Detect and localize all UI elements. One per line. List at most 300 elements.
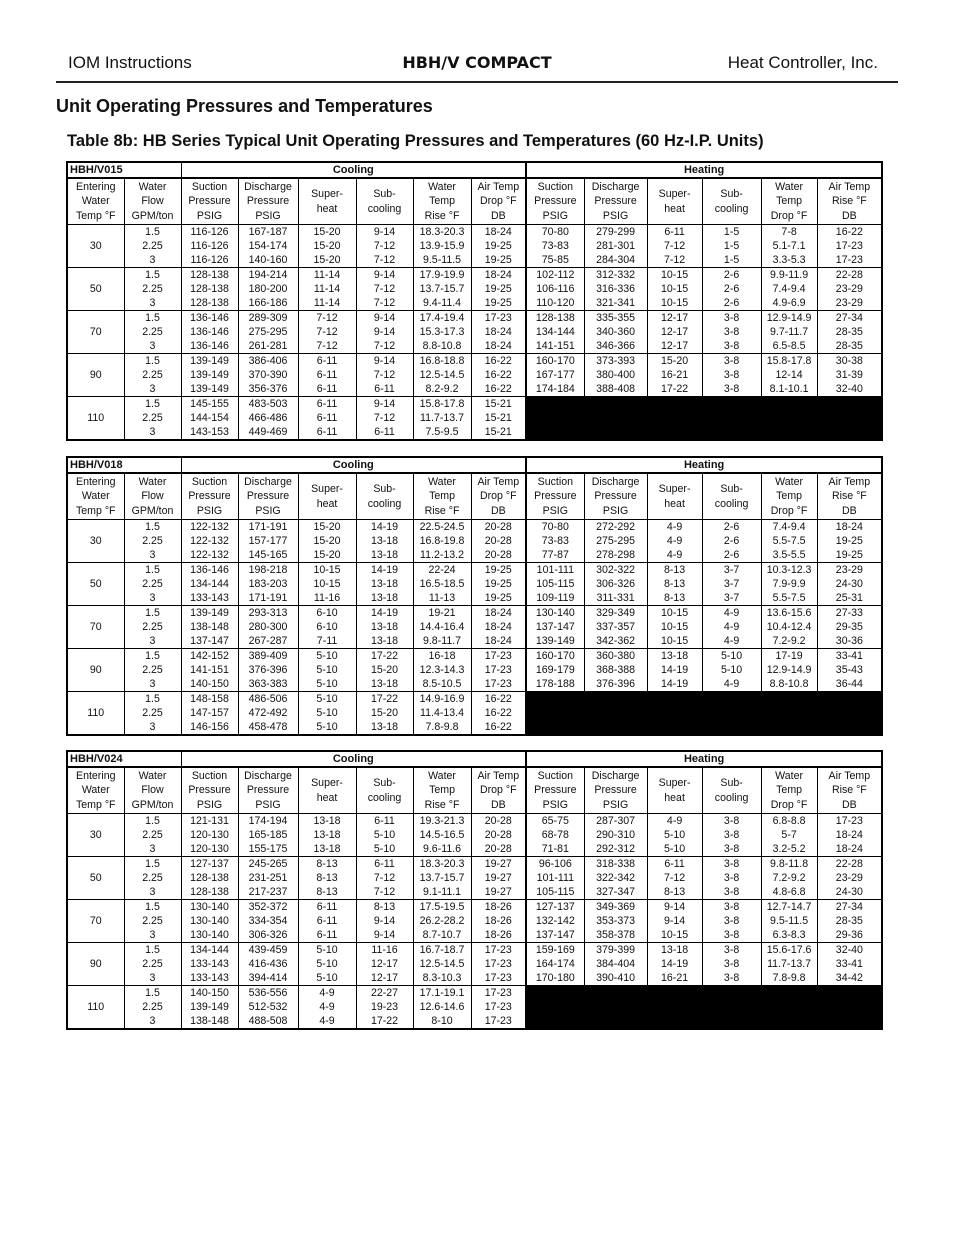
cell: 14-19 [647, 663, 702, 677]
table-row [67, 382, 882, 397]
cell: 10-15 [647, 634, 702, 649]
table-row [67, 814, 882, 829]
table-row [67, 591, 882, 606]
cell: 536-556 [238, 986, 298, 1001]
no-heating-data [526, 397, 882, 441]
cell: 388-408 [584, 382, 647, 397]
cell: 17-22 [356, 649, 413, 664]
cell: 15.3-17.3 [413, 325, 471, 339]
cell: 169-179 [526, 663, 584, 677]
cell: 33-41 [817, 649, 882, 664]
cell: 2-6 [702, 282, 761, 296]
cell: 139-149 [181, 606, 238, 621]
column-header-heat-superheat: Super- heat [647, 767, 702, 814]
cell: 171-191 [238, 591, 298, 606]
cell: 11-14 [298, 282, 356, 296]
cell: 17-23 [471, 677, 526, 692]
cell: 318-338 [584, 857, 647, 872]
cell: 13.7-15.7 [413, 871, 471, 885]
cell: 3 [124, 296, 181, 311]
cell: 1.5 [124, 354, 181, 369]
cell: 2.25 [124, 871, 181, 885]
cell: 134-144 [526, 325, 584, 339]
cell: 18-24 [471, 268, 526, 283]
cell: 167-177 [526, 368, 584, 382]
cell: 19-25 [817, 534, 882, 548]
cell: 9-14 [356, 354, 413, 369]
column-header-cool-water-rise: Water Temp Rise °F [413, 178, 471, 225]
cell: 2-6 [702, 534, 761, 548]
cell: 128-138 [181, 885, 238, 900]
cell: 5-10 [702, 663, 761, 677]
cell: 10.3-12.3 [761, 563, 817, 578]
table-row [67, 325, 882, 339]
cell: 3-8 [702, 871, 761, 885]
cell: 3 [124, 677, 181, 692]
cell: 488-508 [238, 1014, 298, 1029]
cell: 132-142 [526, 914, 584, 928]
cell: 137-147 [526, 928, 584, 943]
cell: 7-11 [298, 634, 356, 649]
page-header [56, 51, 898, 83]
column-header-flow: Water Flow GPM/ton [124, 178, 181, 225]
cell: 512-532 [238, 1000, 298, 1014]
pressure-table-2 [66, 456, 881, 736]
column-header-heat-suction: Suction Pressure PSIG [526, 473, 584, 520]
cell: 10-15 [647, 620, 702, 634]
cell: 389-409 [238, 649, 298, 664]
cell: 9.8-11.8 [761, 857, 817, 872]
cell: 3-8 [702, 885, 761, 900]
column-header-cool-superheat: Super- heat [298, 178, 356, 225]
cell: 1-5 [702, 239, 761, 253]
cell: 6-11 [298, 928, 356, 943]
cell: 34-42 [817, 971, 882, 986]
table-title-row [67, 457, 882, 473]
cell: 10-15 [298, 577, 356, 591]
cell: 18-24 [471, 606, 526, 621]
cell: 128-138 [181, 268, 238, 283]
cell: 306-326 [238, 928, 298, 943]
cell: 373-393 [584, 354, 647, 369]
cell: 4-9 [647, 548, 702, 563]
cell: 1.5 [124, 520, 181, 535]
cell: 17-22 [647, 382, 702, 397]
cell: 2.25 [124, 239, 181, 253]
column-header-cool-air-drop: Air Temp Drop °F DB [471, 473, 526, 520]
cell: 9-14 [647, 914, 702, 928]
table-row [67, 828, 882, 842]
cell: 116-126 [181, 225, 238, 240]
cell: 11-14 [298, 268, 356, 283]
cell: 122-132 [181, 534, 238, 548]
cell: 5-10 [298, 649, 356, 664]
cell: 8.2-9.2 [413, 382, 471, 397]
cell: 290-310 [584, 828, 647, 842]
cell: 292-312 [584, 842, 647, 857]
table-row [67, 842, 882, 857]
cell: 2-6 [702, 296, 761, 311]
cell: 157-177 [238, 534, 298, 548]
cell: 22-28 [817, 268, 882, 283]
cell: 137-147 [181, 634, 238, 649]
cell: 139-149 [526, 634, 584, 649]
cell: 9-14 [356, 325, 413, 339]
heating-header: Heating [526, 162, 882, 178]
cell: 136-146 [181, 563, 238, 578]
table-row [67, 225, 882, 240]
cell: 7-12 [647, 253, 702, 268]
cell: 122-132 [181, 548, 238, 563]
cell: 6-11 [356, 857, 413, 872]
cell: 3 [124, 382, 181, 397]
cell: 11.7-13.7 [413, 411, 471, 425]
cell: 5.5-7.5 [761, 534, 817, 548]
cell: 363-383 [238, 677, 298, 692]
column-header-heat-superheat: Super- heat [647, 178, 702, 225]
column-header-heat-water-drop: Water Temp Drop °F [761, 473, 817, 520]
cell: 6-11 [647, 857, 702, 872]
cell: 22-27 [356, 986, 413, 1001]
cell: 15-20 [298, 548, 356, 563]
cell: 334-354 [238, 914, 298, 928]
pressure-table-1 [66, 161, 881, 441]
column-header-heat-suction: Suction Pressure PSIG [526, 178, 584, 225]
cell: 133-143 [181, 957, 238, 971]
column-header-cool-suction: Suction Pressure PSIG [181, 178, 238, 225]
cell: 5-10 [647, 828, 702, 842]
cell: 5-10 [298, 720, 356, 735]
cell: 23-29 [817, 871, 882, 885]
cell: 18-26 [471, 900, 526, 915]
cell: 1-5 [702, 253, 761, 268]
column-header-cool-superheat: Super- heat [298, 767, 356, 814]
cell: 31-39 [817, 368, 882, 382]
cell: 329-349 [584, 606, 647, 621]
cell: 19-23 [356, 1000, 413, 1014]
cell: 134-144 [181, 577, 238, 591]
model-name: HBH/V015 [67, 162, 181, 178]
cell: 8.8-10.8 [761, 677, 817, 692]
cell: 105-115 [526, 885, 584, 900]
cell: 6-11 [356, 425, 413, 440]
cell: 12.7-14.7 [761, 900, 817, 915]
cell: 6-10 [298, 620, 356, 634]
cell: 8-13 [647, 577, 702, 591]
cell: 3.5-5.5 [761, 548, 817, 563]
cell: 128-138 [181, 282, 238, 296]
cell: 217-237 [238, 885, 298, 900]
cell: 349-369 [584, 900, 647, 915]
cell: 340-360 [584, 325, 647, 339]
cell: 466-486 [238, 411, 298, 425]
cell: 33-41 [817, 957, 882, 971]
cell: 16-21 [647, 971, 702, 986]
cell: 5.5-7.5 [761, 591, 817, 606]
cell: 130-140 [181, 928, 238, 943]
cell: 9.7-11.7 [761, 325, 817, 339]
cell: 174-184 [526, 382, 584, 397]
cell: 71-81 [526, 842, 584, 857]
cell: 6.5-8.5 [761, 339, 817, 354]
cell: 353-373 [584, 914, 647, 928]
cell: 139-149 [181, 1000, 238, 1014]
cell: 116-126 [181, 239, 238, 253]
cell: 2-6 [702, 268, 761, 283]
cell: 9-14 [356, 928, 413, 943]
cell: 20-28 [471, 520, 526, 535]
cell: 6-11 [298, 425, 356, 440]
table-row [67, 914, 882, 928]
column-header-row [67, 178, 882, 225]
section-title: Unit Operating Pressures and Temperatures [56, 96, 433, 116]
cell: 302-322 [584, 563, 647, 578]
cell: 5-10 [647, 842, 702, 857]
column-header-cool-suction: Suction Pressure PSIG [181, 767, 238, 814]
cell: 13-18 [356, 677, 413, 692]
cell: 23-29 [817, 296, 882, 311]
cell: 4-9 [647, 814, 702, 829]
cell: 4-9 [298, 1014, 356, 1029]
table-row [67, 871, 882, 885]
cell: 18-24 [471, 634, 526, 649]
cell: 20-28 [471, 814, 526, 829]
cell: 160-170 [526, 649, 584, 664]
cell: 275-295 [238, 325, 298, 339]
cell: 65-75 [526, 814, 584, 829]
cell: 16-22 [471, 382, 526, 397]
model-name: HBH/V018 [67, 457, 181, 473]
table-row [67, 900, 882, 915]
entering-water-temp: 50 [67, 563, 124, 606]
cell: 3.2-5.2 [761, 842, 817, 857]
cell: 7-12 [356, 368, 413, 382]
cell: 17.1-19.1 [413, 986, 471, 1001]
cell: 35-43 [817, 663, 882, 677]
cell: 96-106 [526, 857, 584, 872]
heating-header: Heating [526, 751, 882, 767]
cell: 279-299 [584, 225, 647, 240]
cell: 17-22 [356, 692, 413, 707]
column-header-heat-subcool: Sub- cooling [702, 767, 761, 814]
entering-water-temp: 30 [67, 225, 124, 268]
cell: 3-8 [702, 914, 761, 928]
table-row [67, 677, 882, 692]
cell: 122-132 [181, 520, 238, 535]
cell: 9-14 [356, 311, 413, 326]
cell: 128-138 [526, 311, 584, 326]
table-row [67, 928, 882, 943]
cell: 10-15 [647, 928, 702, 943]
cell: 14-19 [647, 957, 702, 971]
cell: 183-203 [238, 577, 298, 591]
cell: 1.5 [124, 225, 181, 240]
cell: 7-12 [356, 253, 413, 268]
entering-water-temp: 70 [67, 311, 124, 354]
column-header-flow: Water Flow GPM/ton [124, 473, 181, 520]
cell: 3 [124, 720, 181, 735]
cell: 7-12 [356, 239, 413, 253]
cell: 2.25 [124, 1000, 181, 1014]
cell: 109-119 [526, 591, 584, 606]
cell: 16-22 [471, 692, 526, 707]
cell: 159-169 [526, 943, 584, 958]
cell: 120-130 [181, 842, 238, 857]
cell: 1.5 [124, 268, 181, 283]
company-name: Heat Controller, Inc. [727, 53, 878, 72]
column-header-cool-water-rise: Water Temp Rise °F [413, 767, 471, 814]
cell: 8-13 [298, 885, 356, 900]
operating-table [66, 750, 883, 1030]
cell: 20-28 [471, 534, 526, 548]
cell: 19-27 [471, 871, 526, 885]
cell: 73-83 [526, 239, 584, 253]
cell: 13-18 [356, 591, 413, 606]
cell: 17-23 [817, 253, 882, 268]
cell: 7-8 [761, 225, 817, 240]
cell: 6-11 [298, 382, 356, 397]
cell: 10-15 [298, 563, 356, 578]
cell: 160-170 [526, 354, 584, 369]
table-row [67, 339, 882, 354]
cell: 3-8 [702, 842, 761, 857]
cell: 5-10 [298, 706, 356, 720]
cell: 26.2-28.2 [413, 914, 471, 928]
cell: 1.5 [124, 563, 181, 578]
cell: 5-10 [298, 677, 356, 692]
cell: 3 [124, 591, 181, 606]
table-row [67, 563, 882, 578]
cell: 22.5-24.5 [413, 520, 471, 535]
cooling-header: Cooling [181, 162, 526, 178]
cell: 16-22 [471, 720, 526, 735]
cell: 128-138 [181, 296, 238, 311]
cell: 18.3-20.3 [413, 857, 471, 872]
cell: 7.4-9.4 [761, 282, 817, 296]
cell: 358-378 [584, 928, 647, 943]
column-header-heat-subcool: Sub- cooling [702, 473, 761, 520]
cell: 14-19 [356, 563, 413, 578]
table-row [67, 311, 882, 326]
cell: 7-12 [356, 411, 413, 425]
column-header-cool-discharge: Discharge Pressure PSIG [238, 767, 298, 814]
cell: 18-24 [471, 325, 526, 339]
cell: 7-12 [647, 239, 702, 253]
cell: 145-155 [181, 397, 238, 412]
cell: 154-174 [238, 239, 298, 253]
cell: 1.5 [124, 986, 181, 1001]
cell: 1.5 [124, 311, 181, 326]
cell: 376-396 [238, 663, 298, 677]
cell: 7-12 [298, 325, 356, 339]
entering-water-temp: 90 [67, 649, 124, 692]
cell: 13-18 [356, 634, 413, 649]
cell: 146-156 [181, 720, 238, 735]
cell: 7.4-9.4 [761, 520, 817, 535]
cell: 13-18 [356, 534, 413, 548]
cell: 483-503 [238, 397, 298, 412]
cell: 17-23 [471, 943, 526, 958]
cell: 472-492 [238, 706, 298, 720]
cell: 11.2-13.2 [413, 548, 471, 563]
cell: 2.25 [124, 411, 181, 425]
cell: 9.5-11.5 [761, 914, 817, 928]
cell: 15-21 [471, 411, 526, 425]
cell: 2.25 [124, 282, 181, 296]
cell: 3-7 [702, 563, 761, 578]
cell: 261-281 [238, 339, 298, 354]
cell: 130-140 [526, 606, 584, 621]
cell: 29-35 [817, 620, 882, 634]
cell: 18-24 [471, 225, 526, 240]
cell: 15-21 [471, 397, 526, 412]
cell: 1.5 [124, 692, 181, 707]
column-header-heat-air-rise: Air Temp Rise °F DB [817, 473, 882, 520]
cell: 9.1-11.1 [413, 885, 471, 900]
cell: 140-160 [238, 253, 298, 268]
cell: 139-149 [181, 354, 238, 369]
cell: 10-15 [647, 296, 702, 311]
column-header-row [67, 767, 882, 814]
cell: 3-8 [702, 957, 761, 971]
product-name: HBH/V COMPACT [402, 53, 552, 72]
cell: 11-13 [413, 591, 471, 606]
no-heating-data [526, 986, 882, 1030]
entering-water-temp: 70 [67, 606, 124, 649]
cell: 1.5 [124, 397, 181, 412]
column-header-cool-suction: Suction Pressure PSIG [181, 473, 238, 520]
cell: 5-10 [702, 649, 761, 664]
entering-water-temp: 110 [67, 692, 124, 736]
column-header-entering: Entering Water Temp °F [67, 178, 124, 225]
cell: 127-137 [181, 857, 238, 872]
cell: 15.8-17.8 [413, 397, 471, 412]
cell: 16.8-19.8 [413, 534, 471, 548]
cell: 9.4-11.4 [413, 296, 471, 311]
cell: 15-20 [356, 706, 413, 720]
table-row [67, 943, 882, 958]
cell: 23-29 [817, 282, 882, 296]
cell: 4-9 [298, 986, 356, 1001]
cell: 5-10 [298, 692, 356, 707]
table-row [67, 239, 882, 253]
cell: 3 [124, 339, 181, 354]
cell: 13.9-15.9 [413, 239, 471, 253]
cell: 3-8 [702, 857, 761, 872]
entering-water-temp: 110 [67, 986, 124, 1030]
cell: 7.9-9.9 [761, 577, 817, 591]
cell: 130-140 [181, 900, 238, 915]
column-header-entering: Entering Water Temp °F [67, 767, 124, 814]
cell: 13.7-15.7 [413, 282, 471, 296]
cell: 77-87 [526, 548, 584, 563]
cell: 6-11 [356, 814, 413, 829]
cell: 13-18 [298, 828, 356, 842]
cell: 2-6 [702, 548, 761, 563]
cell: 166-186 [238, 296, 298, 311]
cell: 18.3-20.3 [413, 225, 471, 240]
table-row [67, 606, 882, 621]
cell: 275-295 [584, 534, 647, 548]
cell: 130-140 [181, 914, 238, 928]
cell: 10-15 [647, 268, 702, 283]
cell: 7.8-9.8 [413, 720, 471, 735]
cell: 14-19 [647, 677, 702, 692]
cell: 27-33 [817, 606, 882, 621]
cell: 15-20 [356, 663, 413, 677]
cell: 16-22 [471, 354, 526, 369]
cell: 75-85 [526, 253, 584, 268]
